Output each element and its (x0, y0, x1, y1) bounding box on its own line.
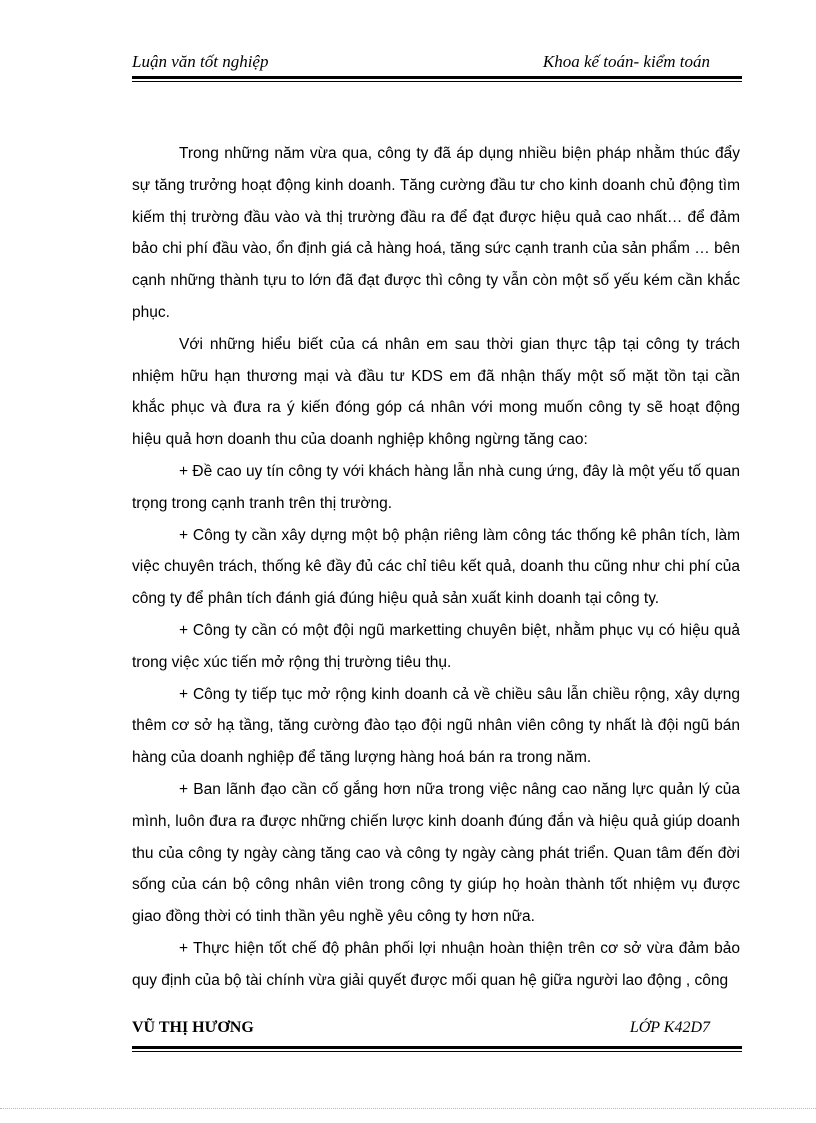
paragraph: Với những hiểu biết của cá nhân em sau thời gian thực tập tại công ty trách nhiệm hữu hạn thương mại và đầu tư KDS em đã nhận thấy một số mặt tồn tại cần khắc phục và đưa ra ý kiến đóng góp cá nhân với mong muốn công ty sẽ hoạt động hiệu quả hơn doanh thu của doanh nghiệp không ngừng tăng cao: (132, 335, 740, 449)
header-thesis-title: Luận văn tốt nghiệp (132, 52, 269, 71)
paragraph: + Công ty cần xây dựng một bộ phận riêng làm công tác thống kê phân tích, làm việc chuyên trách, thống kê đầy đủ các chỉ tiêu kết quả, doanh thu cũng như chi phí của công ty để phân tích đánh giá đúng hiệu quả sản xuất kinh doanh tại công ty. (132, 526, 740, 608)
paragraph: Trong những năm vừa qua, công ty đã áp dụng nhiều biện pháp nhằm thúc đẩy sự tăng trưởng hoạt động kinh doanh. Tăng cường đầu tư cho kinh doanh chủ động tìm kiếm thị trường đầu vào và thị trường đầu ra để đạt được hiệu quả cao nhất… để đảm bảo chi phí đầu vào, ổn định giá cả hàng hoá, tăng sức cạnh tranh của sản phẩm … bên cạnh những thành tựu to lớn đã đạt được thì công ty vẫn còn một số yếu kém cần khắc phục. (132, 145, 740, 321)
header-rule-thick (132, 76, 742, 79)
paragraph: + Công ty tiếp tục mở rộng kinh doanh cả về chiều sâu lẫn chiều rộng, xây dựng thêm cơ sở hạ tầng, tăng cường đào tạo đội ngũ nhân viên công ty nhất là đội ngũ bán hàng của doanh nghiệp để tăng lượng hàng hoá bán ra trong năm. (132, 685, 740, 767)
footer-rule-thick (132, 1046, 742, 1049)
header-faculty: Khoa kế toán- kiểm toán (542, 52, 710, 71)
paragraph: + Công ty cần có một đội ngũ marketting chuyên biệt, nhằm phục vụ có hiệu quả trong việc xúc tiến mở rộng thị trường tiêu thụ. (132, 621, 740, 671)
footer-author: VŨ THỊ HƯƠNG (132, 1019, 254, 1036)
footer-class: LỚP K42D7 (629, 1019, 710, 1036)
paragraph: + Đề cao uy tín công ty với khách hàng lẫn nhà cung ứng, đây là một yếu tố quan trọng trong cạnh tranh trên thị trường. (132, 462, 740, 512)
footer-rule-thin (132, 1051, 742, 1052)
paragraph: + Thực hiện tốt chế độ phân phối lợi nhuận hoàn thiện trên cơ sở vừa đảm bảo quy định của bộ tài chính vừa giải quyết được mối quan hệ giữa người lao động , công (132, 939, 740, 989)
page-break-line (0, 1108, 816, 1109)
body-text (132, 138, 740, 997)
header-rule-thin (132, 81, 742, 82)
paragraph: + Ban lãnh đạo cần cố gắng hơn nữa trong việc nâng cao năng lực quản lý của mình, luôn đưa ra được những chiến lược kinh doanh đúng đắn và hiệu quả giúp doanh thu của công ty ngày càng tăng cao và công ty ngày càng phát triển. Quan tâm đến đời sống của cán bộ công nhân viên trong công ty giúp họ hoàn thành tốt nhiệm vụ được giao đồng thời có tinh thần yêu nghề yêu công ty hơn nữa. (132, 780, 740, 926)
